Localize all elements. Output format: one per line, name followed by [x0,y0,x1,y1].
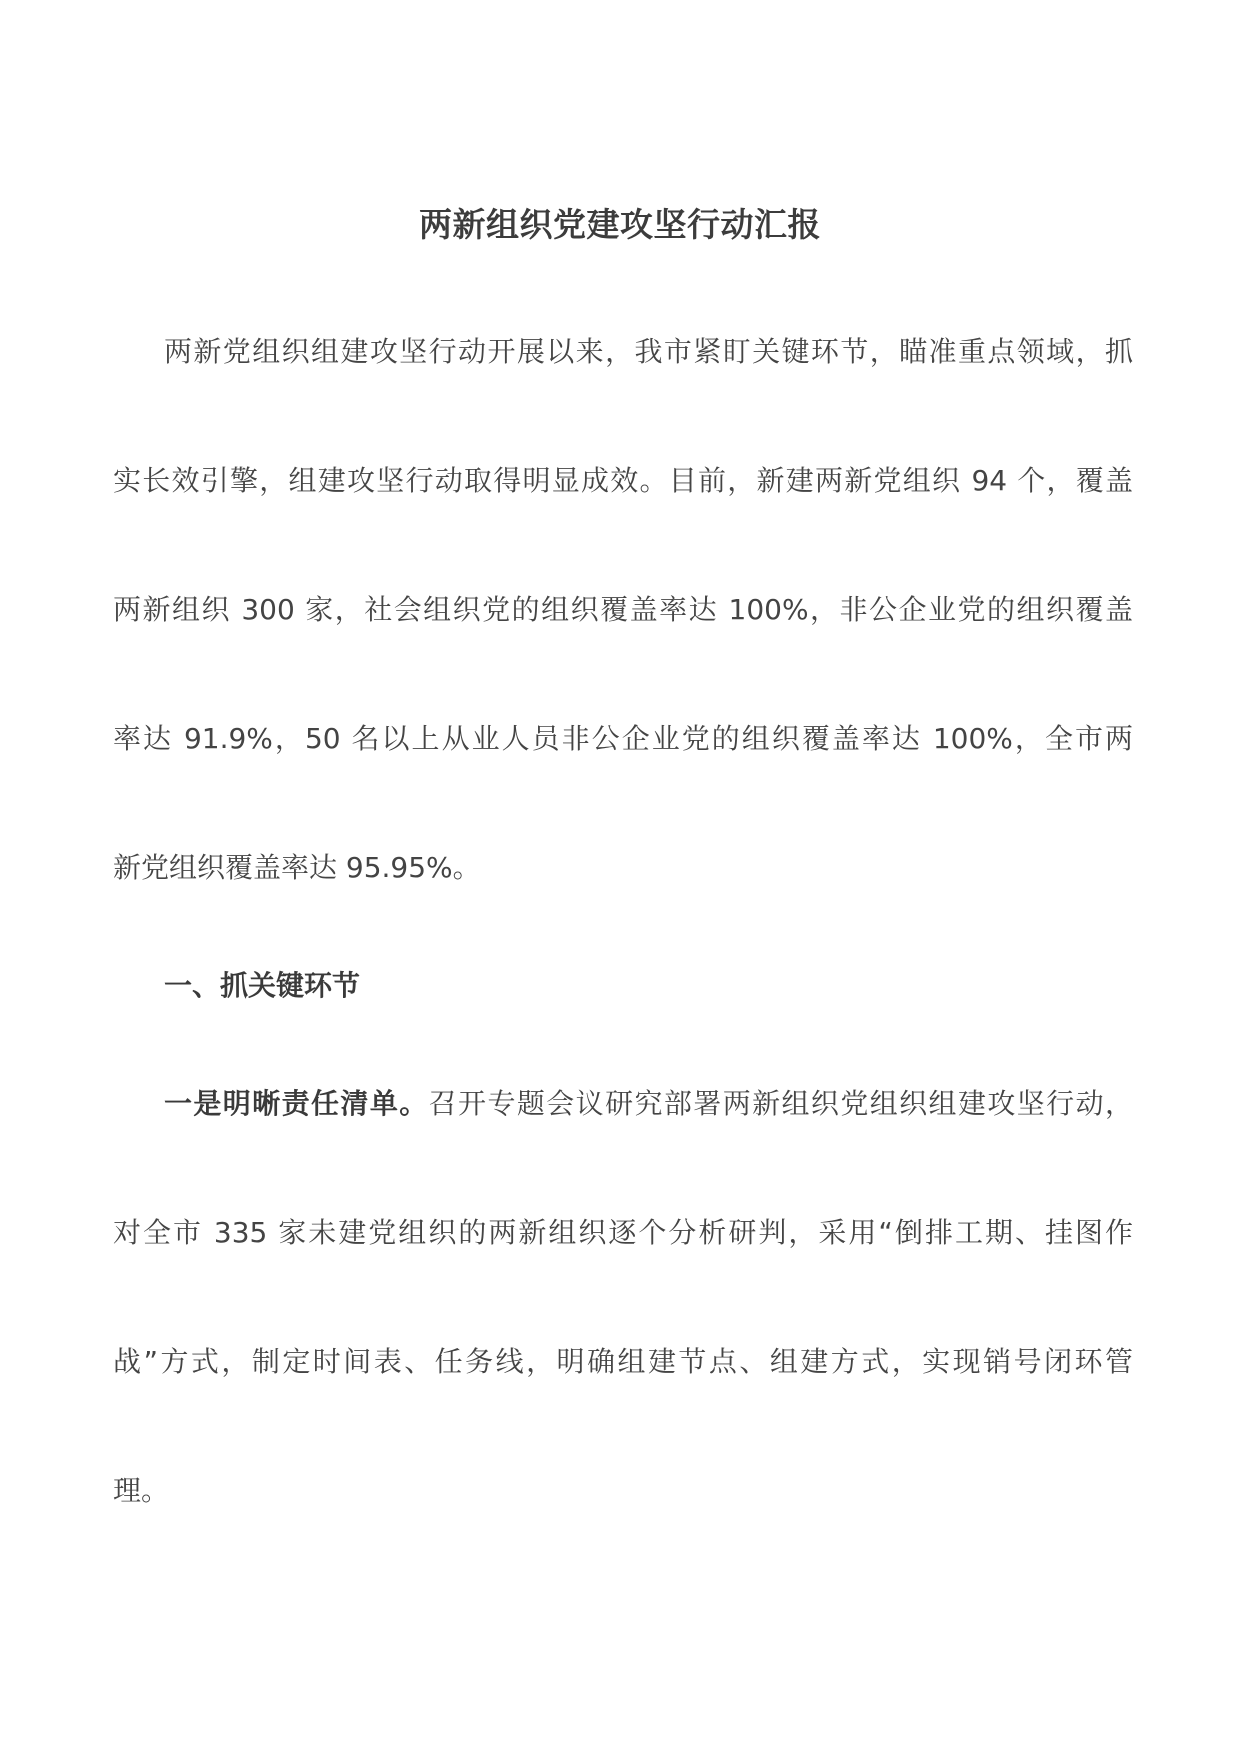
paragraph-1-line-2: 实长效引擎，组建攻坚行动取得明显成效。目前，新建两新党组织 94 个，覆盖 [113,464,1133,497]
paragraph-2-line-1-text: 召开专题会议研究部署两新组织党组织组建攻坚行动， [428,1087,1133,1120]
paragraph-2-line-4: 理。 [113,1474,170,1507]
paragraph-2-line-1 [164,1079,1133,1129]
paragraph-1-line-3: 两新组织 300 家，社会组织党的组织覆盖率达 100%，非公企业党的组织覆盖 [113,593,1133,626]
section-heading-1: 一、抓关键环节 [164,969,361,1002]
paragraph-2-line-3: 战”方式，制定时间表、任务线，明确组建节点、组建方式，实现销号闭环管 [113,1345,1133,1378]
document-title: 两新组织党建攻坚行动汇报 [419,205,821,244]
paragraph-1-line-5: 新党组织覆盖率达 95.95%。 [113,851,481,884]
paragraph-2-line-2: 对全市 335 家未建党组织的两新组织逐个分析研判，采用“倒排工期、挂图作 [113,1216,1133,1249]
paragraph-1-line-1: 两新党组织组建攻坚行动开展以来，我市紧盯关键环节，瞄准重点领域，抓 [164,335,1133,368]
paragraph-1-line-4: 率达 91.9%，50 名以上从业人员非公企业党的组织覆盖率达 100%，全市两 [113,722,1133,755]
paragraph-2-lead: 一是明晰责任清单。 [164,1087,429,1120]
